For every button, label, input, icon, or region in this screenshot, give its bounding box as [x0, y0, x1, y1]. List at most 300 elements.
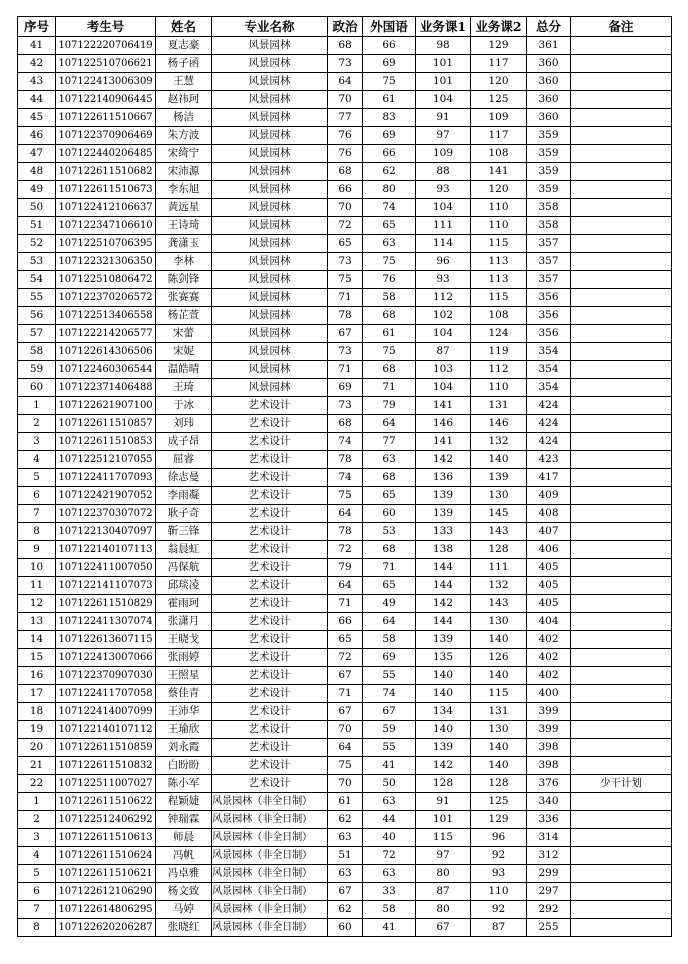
- cell-index: 21: [18, 757, 56, 775]
- cell-major: 艺术设计: [212, 703, 328, 721]
- cell-total: 398: [527, 757, 571, 775]
- cell-name: 王慧: [156, 73, 212, 91]
- cell-exam-number: 107122370906469: [56, 127, 156, 145]
- cell-politics: 67: [328, 703, 363, 721]
- cell-subject-2: 93: [471, 865, 527, 883]
- cell-politics: 62: [328, 901, 363, 919]
- cell-major: 艺术设计: [212, 559, 328, 577]
- cell-total: 359: [527, 163, 571, 181]
- cell-major: 艺术设计: [212, 415, 328, 433]
- cell-index: 2: [18, 811, 56, 829]
- cell-foreign-language: 65: [363, 217, 416, 235]
- cell-foreign-language: 75: [363, 253, 416, 271]
- cell-subject-1: 112: [416, 289, 471, 307]
- cell-major: 风景园林（非全日制）: [212, 793, 328, 811]
- cell-politics: 73: [328, 55, 363, 73]
- cell-name: 李雨凝: [156, 487, 212, 505]
- cell-exam-number: 107122611510613: [56, 829, 156, 847]
- cell-foreign-language: 63: [363, 865, 416, 883]
- cell-major: 艺术设计: [212, 541, 328, 559]
- cell-remarks: [571, 865, 672, 883]
- cell-subject-1: 142: [416, 451, 471, 469]
- table-row: [18, 235, 672, 253]
- cell-name: 朱方波: [156, 127, 212, 145]
- cell-index: 16: [18, 667, 56, 685]
- cell-subject-1: 104: [416, 325, 471, 343]
- col-header-exam-number: 考生号: [56, 17, 156, 37]
- cell-major: 风景园林: [212, 307, 328, 325]
- cell-remarks: [571, 433, 672, 451]
- cell-subject-1: 114: [416, 235, 471, 253]
- cell-index: 58: [18, 343, 56, 361]
- cell-index: 3: [18, 829, 56, 847]
- cell-index: 1: [18, 793, 56, 811]
- cell-subject-2: 143: [471, 523, 527, 541]
- cell-foreign-language: 68: [363, 361, 416, 379]
- cell-total: 312: [527, 847, 571, 865]
- table-row: [18, 379, 672, 397]
- cell-politics: 64: [328, 577, 363, 595]
- cell-major: 风景园林: [212, 91, 328, 109]
- cell-subject-2: 129: [471, 37, 527, 55]
- cell-total: 357: [527, 253, 571, 271]
- cell-name: 霍雨珂: [156, 595, 212, 613]
- cell-foreign-language: 63: [363, 793, 416, 811]
- cell-subject-2: 140: [471, 451, 527, 469]
- cell-politics: 66: [328, 181, 363, 199]
- cell-subject-1: 102: [416, 307, 471, 325]
- cell-subject-1: 87: [416, 343, 471, 361]
- cell-subject-2: 87: [471, 919, 527, 937]
- cell-major: 艺术设计: [212, 685, 328, 703]
- cell-subject-2: 115: [471, 685, 527, 703]
- cell-major: 艺术设计: [212, 469, 328, 487]
- cell-politics: 63: [328, 865, 363, 883]
- table-row: [18, 775, 672, 793]
- cell-remarks: [571, 361, 672, 379]
- cell-total: 405: [527, 595, 571, 613]
- table-row: [18, 865, 672, 883]
- cell-subject-2: 124: [471, 325, 527, 343]
- cell-index: 1: [18, 397, 56, 415]
- table-row: [18, 883, 672, 901]
- cell-remarks: [571, 919, 672, 937]
- table-row: [18, 523, 672, 541]
- col-header-index: 序号: [18, 17, 56, 37]
- cell-foreign-language: 68: [363, 469, 416, 487]
- cell-name: 杨芷萱: [156, 307, 212, 325]
- cell-subject-1: 87: [416, 883, 471, 901]
- cell-subject-1: 146: [416, 415, 471, 433]
- cell-politics: 76: [328, 145, 363, 163]
- cell-name: 冯卓雅: [156, 865, 212, 883]
- cell-subject-1: 115: [416, 829, 471, 847]
- cell-subject-1: 67: [416, 919, 471, 937]
- cell-remarks: [571, 307, 672, 325]
- cell-name: 夏志豪: [156, 37, 212, 55]
- table-row: [18, 163, 672, 181]
- cell-major: 艺术设计: [212, 451, 328, 469]
- cell-major: 风景园林: [212, 217, 328, 235]
- cell-exam-number: 107122321306350: [56, 253, 156, 271]
- cell-foreign-language: 33: [363, 883, 416, 901]
- cell-exam-number: 107122370307072: [56, 505, 156, 523]
- cell-index: 46: [18, 127, 56, 145]
- cell-major: 风景园林: [212, 271, 328, 289]
- cell-name: 张晓红: [156, 919, 212, 937]
- cell-name: 邱琰凌: [156, 577, 212, 595]
- cell-foreign-language: 63: [363, 235, 416, 253]
- cell-total: 361: [527, 37, 571, 55]
- cell-index: 8: [18, 523, 56, 541]
- cell-subject-1: 142: [416, 595, 471, 613]
- cell-major: 风景园林: [212, 109, 328, 127]
- cell-total: 292: [527, 901, 571, 919]
- cell-exam-number: 107122611510673: [56, 181, 156, 199]
- cell-name: 温皓晴: [156, 361, 212, 379]
- cell-foreign-language: 68: [363, 307, 416, 325]
- cell-remarks: [571, 145, 672, 163]
- cell-total: 358: [527, 217, 571, 235]
- header-row: [18, 17, 672, 37]
- cell-index: 52: [18, 235, 56, 253]
- cell-index: 6: [18, 883, 56, 901]
- cell-name: 翁晨虹: [156, 541, 212, 559]
- cell-total: 424: [527, 433, 571, 451]
- cell-remarks: [571, 325, 672, 343]
- table-row: [18, 451, 672, 469]
- cell-major: 艺术设计: [212, 595, 328, 613]
- cell-subject-1: 103: [416, 361, 471, 379]
- table-row: [18, 325, 672, 343]
- cell-name: 冯帆: [156, 847, 212, 865]
- cell-subject-2: 92: [471, 847, 527, 865]
- cell-politics: 67: [328, 325, 363, 343]
- cell-remarks: [571, 829, 672, 847]
- cell-foreign-language: 71: [363, 559, 416, 577]
- cell-subject-2: 140: [471, 757, 527, 775]
- cell-remarks: [571, 685, 672, 703]
- cell-remarks: 少干计划: [571, 775, 672, 793]
- cell-total: 340: [527, 793, 571, 811]
- cell-exam-number: 107122460306544: [56, 361, 156, 379]
- cell-remarks: [571, 577, 672, 595]
- cell-subject-1: 101: [416, 73, 471, 91]
- cell-exam-number: 107122411307074: [56, 613, 156, 631]
- cell-subject-1: 133: [416, 523, 471, 541]
- table-row: [18, 703, 672, 721]
- cell-index: 19: [18, 721, 56, 739]
- cell-major: 风景园林: [212, 181, 328, 199]
- cell-exam-number: 107122412106637: [56, 199, 156, 217]
- cell-exam-number: 107122411007050: [56, 559, 156, 577]
- col-header-politics: 政治: [328, 17, 363, 37]
- cell-subject-1: 144: [416, 613, 471, 631]
- cell-subject-1: 139: [416, 631, 471, 649]
- cell-name: 王沛华: [156, 703, 212, 721]
- table-row: [18, 37, 672, 55]
- cell-politics: 73: [328, 397, 363, 415]
- cell-politics: 78: [328, 523, 363, 541]
- cell-exam-number: 107122413006309: [56, 73, 156, 91]
- cell-foreign-language: 62: [363, 163, 416, 181]
- table-row: [18, 505, 672, 523]
- cell-index: 60: [18, 379, 56, 397]
- cell-politics: 71: [328, 685, 363, 703]
- cell-remarks: [571, 757, 672, 775]
- cell-subject-2: 113: [471, 271, 527, 289]
- table-row: [18, 919, 672, 937]
- cell-total: 376: [527, 775, 571, 793]
- cell-politics: 64: [328, 739, 363, 757]
- cell-exam-number: 107122140107113: [56, 541, 156, 559]
- cell-major: 风景园林: [212, 73, 328, 91]
- cell-major: 艺术设计: [212, 397, 328, 415]
- cell-subject-1: 142: [416, 757, 471, 775]
- cell-remarks: [571, 541, 672, 559]
- cell-name: 王晓戈: [156, 631, 212, 649]
- cell-subject-2: 120: [471, 181, 527, 199]
- table-body: [18, 37, 672, 937]
- cell-politics: 76: [328, 127, 363, 145]
- cell-foreign-language: 79: [363, 397, 416, 415]
- cell-exam-number: 107122130407097: [56, 523, 156, 541]
- cell-index: 13: [18, 613, 56, 631]
- cell-foreign-language: 40: [363, 829, 416, 847]
- cell-total: 297: [527, 883, 571, 901]
- cell-remarks: [571, 793, 672, 811]
- cell-name: 黄远星: [156, 199, 212, 217]
- cell-politics: 60: [328, 919, 363, 937]
- cell-remarks: [571, 37, 672, 55]
- cell-name: 成子昂: [156, 433, 212, 451]
- cell-total: 417: [527, 469, 571, 487]
- cell-exam-number: 107122370206572: [56, 289, 156, 307]
- cell-remarks: [571, 217, 672, 235]
- cell-remarks: [571, 91, 672, 109]
- cell-foreign-language: 74: [363, 199, 416, 217]
- cell-name: 宋妮: [156, 343, 212, 361]
- cell-subject-1: 97: [416, 127, 471, 145]
- cell-total: 360: [527, 91, 571, 109]
- table-row: [18, 271, 672, 289]
- cell-index: 45: [18, 109, 56, 127]
- cell-remarks: [571, 397, 672, 415]
- cell-name: 赵祎珂: [156, 91, 212, 109]
- cell-total: 402: [527, 631, 571, 649]
- cell-total: 354: [527, 379, 571, 397]
- cell-total: 356: [527, 325, 571, 343]
- cell-name: 王瑜欣: [156, 721, 212, 739]
- cell-index: 50: [18, 199, 56, 217]
- cell-index: 15: [18, 649, 56, 667]
- cell-index: 56: [18, 307, 56, 325]
- cell-foreign-language: 55: [363, 739, 416, 757]
- cell-total: 359: [527, 145, 571, 163]
- cell-name: 程颖婕: [156, 793, 212, 811]
- table-row: [18, 577, 672, 595]
- cell-politics: 73: [328, 343, 363, 361]
- cell-index: 18: [18, 703, 56, 721]
- cell-subject-1: 139: [416, 487, 471, 505]
- cell-subject-2: 131: [471, 703, 527, 721]
- cell-name: 耿子奇: [156, 505, 212, 523]
- cell-remarks: [571, 721, 672, 739]
- table-row: [18, 739, 672, 757]
- cell-major: 风景园林（非全日制）: [212, 919, 328, 937]
- table-row: [18, 253, 672, 271]
- cell-politics: 75: [328, 271, 363, 289]
- cell-remarks: [571, 901, 672, 919]
- cell-exam-number: 107122414007099: [56, 703, 156, 721]
- col-header-subject-2: 业务课2: [471, 17, 527, 37]
- table-row: [18, 217, 672, 235]
- cell-major: 风景园林（非全日制）: [212, 829, 328, 847]
- cell-subject-2: 125: [471, 793, 527, 811]
- cell-politics: 72: [328, 649, 363, 667]
- cell-index: 20: [18, 739, 56, 757]
- cell-remarks: [571, 73, 672, 91]
- cell-subject-2: 140: [471, 739, 527, 757]
- cell-name: 杨文致: [156, 883, 212, 901]
- cell-remarks: [571, 469, 672, 487]
- table-row: [18, 631, 672, 649]
- cell-subject-1: 98: [416, 37, 471, 55]
- cell-exam-number: 107122611510857: [56, 415, 156, 433]
- cell-remarks: [571, 415, 672, 433]
- cell-index: 51: [18, 217, 56, 235]
- cell-name: 王诗琦: [156, 217, 212, 235]
- table-row: [18, 847, 672, 865]
- table-row: [18, 721, 672, 739]
- cell-politics: 62: [328, 811, 363, 829]
- cell-subject-1: 101: [416, 55, 471, 73]
- cell-index: 5: [18, 469, 56, 487]
- cell-subject-2: 96: [471, 829, 527, 847]
- cell-remarks: [571, 163, 672, 181]
- cell-remarks: [571, 451, 672, 469]
- cell-remarks: [571, 649, 672, 667]
- cell-foreign-language: 77: [363, 433, 416, 451]
- cell-remarks: [571, 559, 672, 577]
- cell-subject-2: 115: [471, 289, 527, 307]
- cell-exam-number: 107122611510667: [56, 109, 156, 127]
- cell-foreign-language: 72: [363, 847, 416, 865]
- table-row: [18, 595, 672, 613]
- table-row: [18, 361, 672, 379]
- cell-index: 47: [18, 145, 56, 163]
- cell-major: 风景园林（非全日制）: [212, 883, 328, 901]
- cell-exam-number: 107122220706419: [56, 37, 156, 55]
- cell-subject-2: 140: [471, 667, 527, 685]
- cell-major: 风景园林: [212, 55, 328, 73]
- cell-subject-2: 111: [471, 559, 527, 577]
- cell-index: 10: [18, 559, 56, 577]
- col-header-remarks: 备注: [571, 17, 672, 37]
- cell-major: 风景园林: [212, 127, 328, 145]
- table-row: [18, 307, 672, 325]
- cell-subject-1: 80: [416, 901, 471, 919]
- cell-major: 艺术设计: [212, 577, 328, 595]
- cell-name: 于冰: [156, 397, 212, 415]
- cell-subject-1: 91: [416, 109, 471, 127]
- cell-remarks: [571, 631, 672, 649]
- cell-total: 357: [527, 271, 571, 289]
- cell-exam-number: 107122612106290: [56, 883, 156, 901]
- cell-remarks: [571, 883, 672, 901]
- table-row: [18, 793, 672, 811]
- cell-total: 255: [527, 919, 571, 937]
- cell-subject-1: 111: [416, 217, 471, 235]
- col-header-foreign-language: 外国语: [363, 17, 416, 37]
- cell-exam-number: 107122611510829: [56, 595, 156, 613]
- cell-politics: 63: [328, 829, 363, 847]
- cell-subject-1: 140: [416, 721, 471, 739]
- cell-total: 408: [527, 505, 571, 523]
- cell-foreign-language: 75: [363, 73, 416, 91]
- cell-total: 424: [527, 397, 571, 415]
- cell-politics: 77: [328, 109, 363, 127]
- cell-subject-2: 109: [471, 109, 527, 127]
- cell-remarks: [571, 343, 672, 361]
- cell-name: 宋沛源: [156, 163, 212, 181]
- cell-subject-2: 140: [471, 631, 527, 649]
- cell-total: 357: [527, 235, 571, 253]
- cell-total: 407: [527, 523, 571, 541]
- cell-remarks: [571, 811, 672, 829]
- cell-politics: 75: [328, 757, 363, 775]
- cell-index: 57: [18, 325, 56, 343]
- cell-politics: 64: [328, 73, 363, 91]
- cell-foreign-language: 58: [363, 631, 416, 649]
- cell-total: 402: [527, 649, 571, 667]
- cell-foreign-language: 74: [363, 685, 416, 703]
- cell-subject-1: 138: [416, 541, 471, 559]
- col-header-subject-1: 业务课1: [416, 17, 471, 37]
- table-row: [18, 397, 672, 415]
- cell-politics: 70: [328, 91, 363, 109]
- cell-name: 屈睿: [156, 451, 212, 469]
- cell-politics: 74: [328, 469, 363, 487]
- cell-exam-number: 107122611510621: [56, 865, 156, 883]
- cell-subject-1: 140: [416, 685, 471, 703]
- cell-name: 师晨: [156, 829, 212, 847]
- cell-index: 4: [18, 847, 56, 865]
- cell-politics: 66: [328, 613, 363, 631]
- cell-foreign-language: 64: [363, 415, 416, 433]
- cell-politics: 71: [328, 289, 363, 307]
- cell-subject-2: 119: [471, 343, 527, 361]
- cell-name: 刘永霞: [156, 739, 212, 757]
- cell-politics: 72: [328, 217, 363, 235]
- cell-subject-1: 88: [416, 163, 471, 181]
- cell-remarks: [571, 667, 672, 685]
- cell-total: 336: [527, 811, 571, 829]
- cell-politics: 51: [328, 847, 363, 865]
- cell-name: 王琦: [156, 379, 212, 397]
- cell-subject-2: 110: [471, 379, 527, 397]
- score-table: [17, 16, 672, 937]
- cell-major: 风景园林: [212, 289, 328, 307]
- table-row: [18, 181, 672, 199]
- cell-subject-1: 93: [416, 271, 471, 289]
- cell-total: 400: [527, 685, 571, 703]
- cell-politics: 68: [328, 163, 363, 181]
- cell-total: 399: [527, 721, 571, 739]
- cell-major: 艺术设计: [212, 613, 328, 631]
- cell-subject-2: 129: [471, 811, 527, 829]
- cell-remarks: [571, 289, 672, 307]
